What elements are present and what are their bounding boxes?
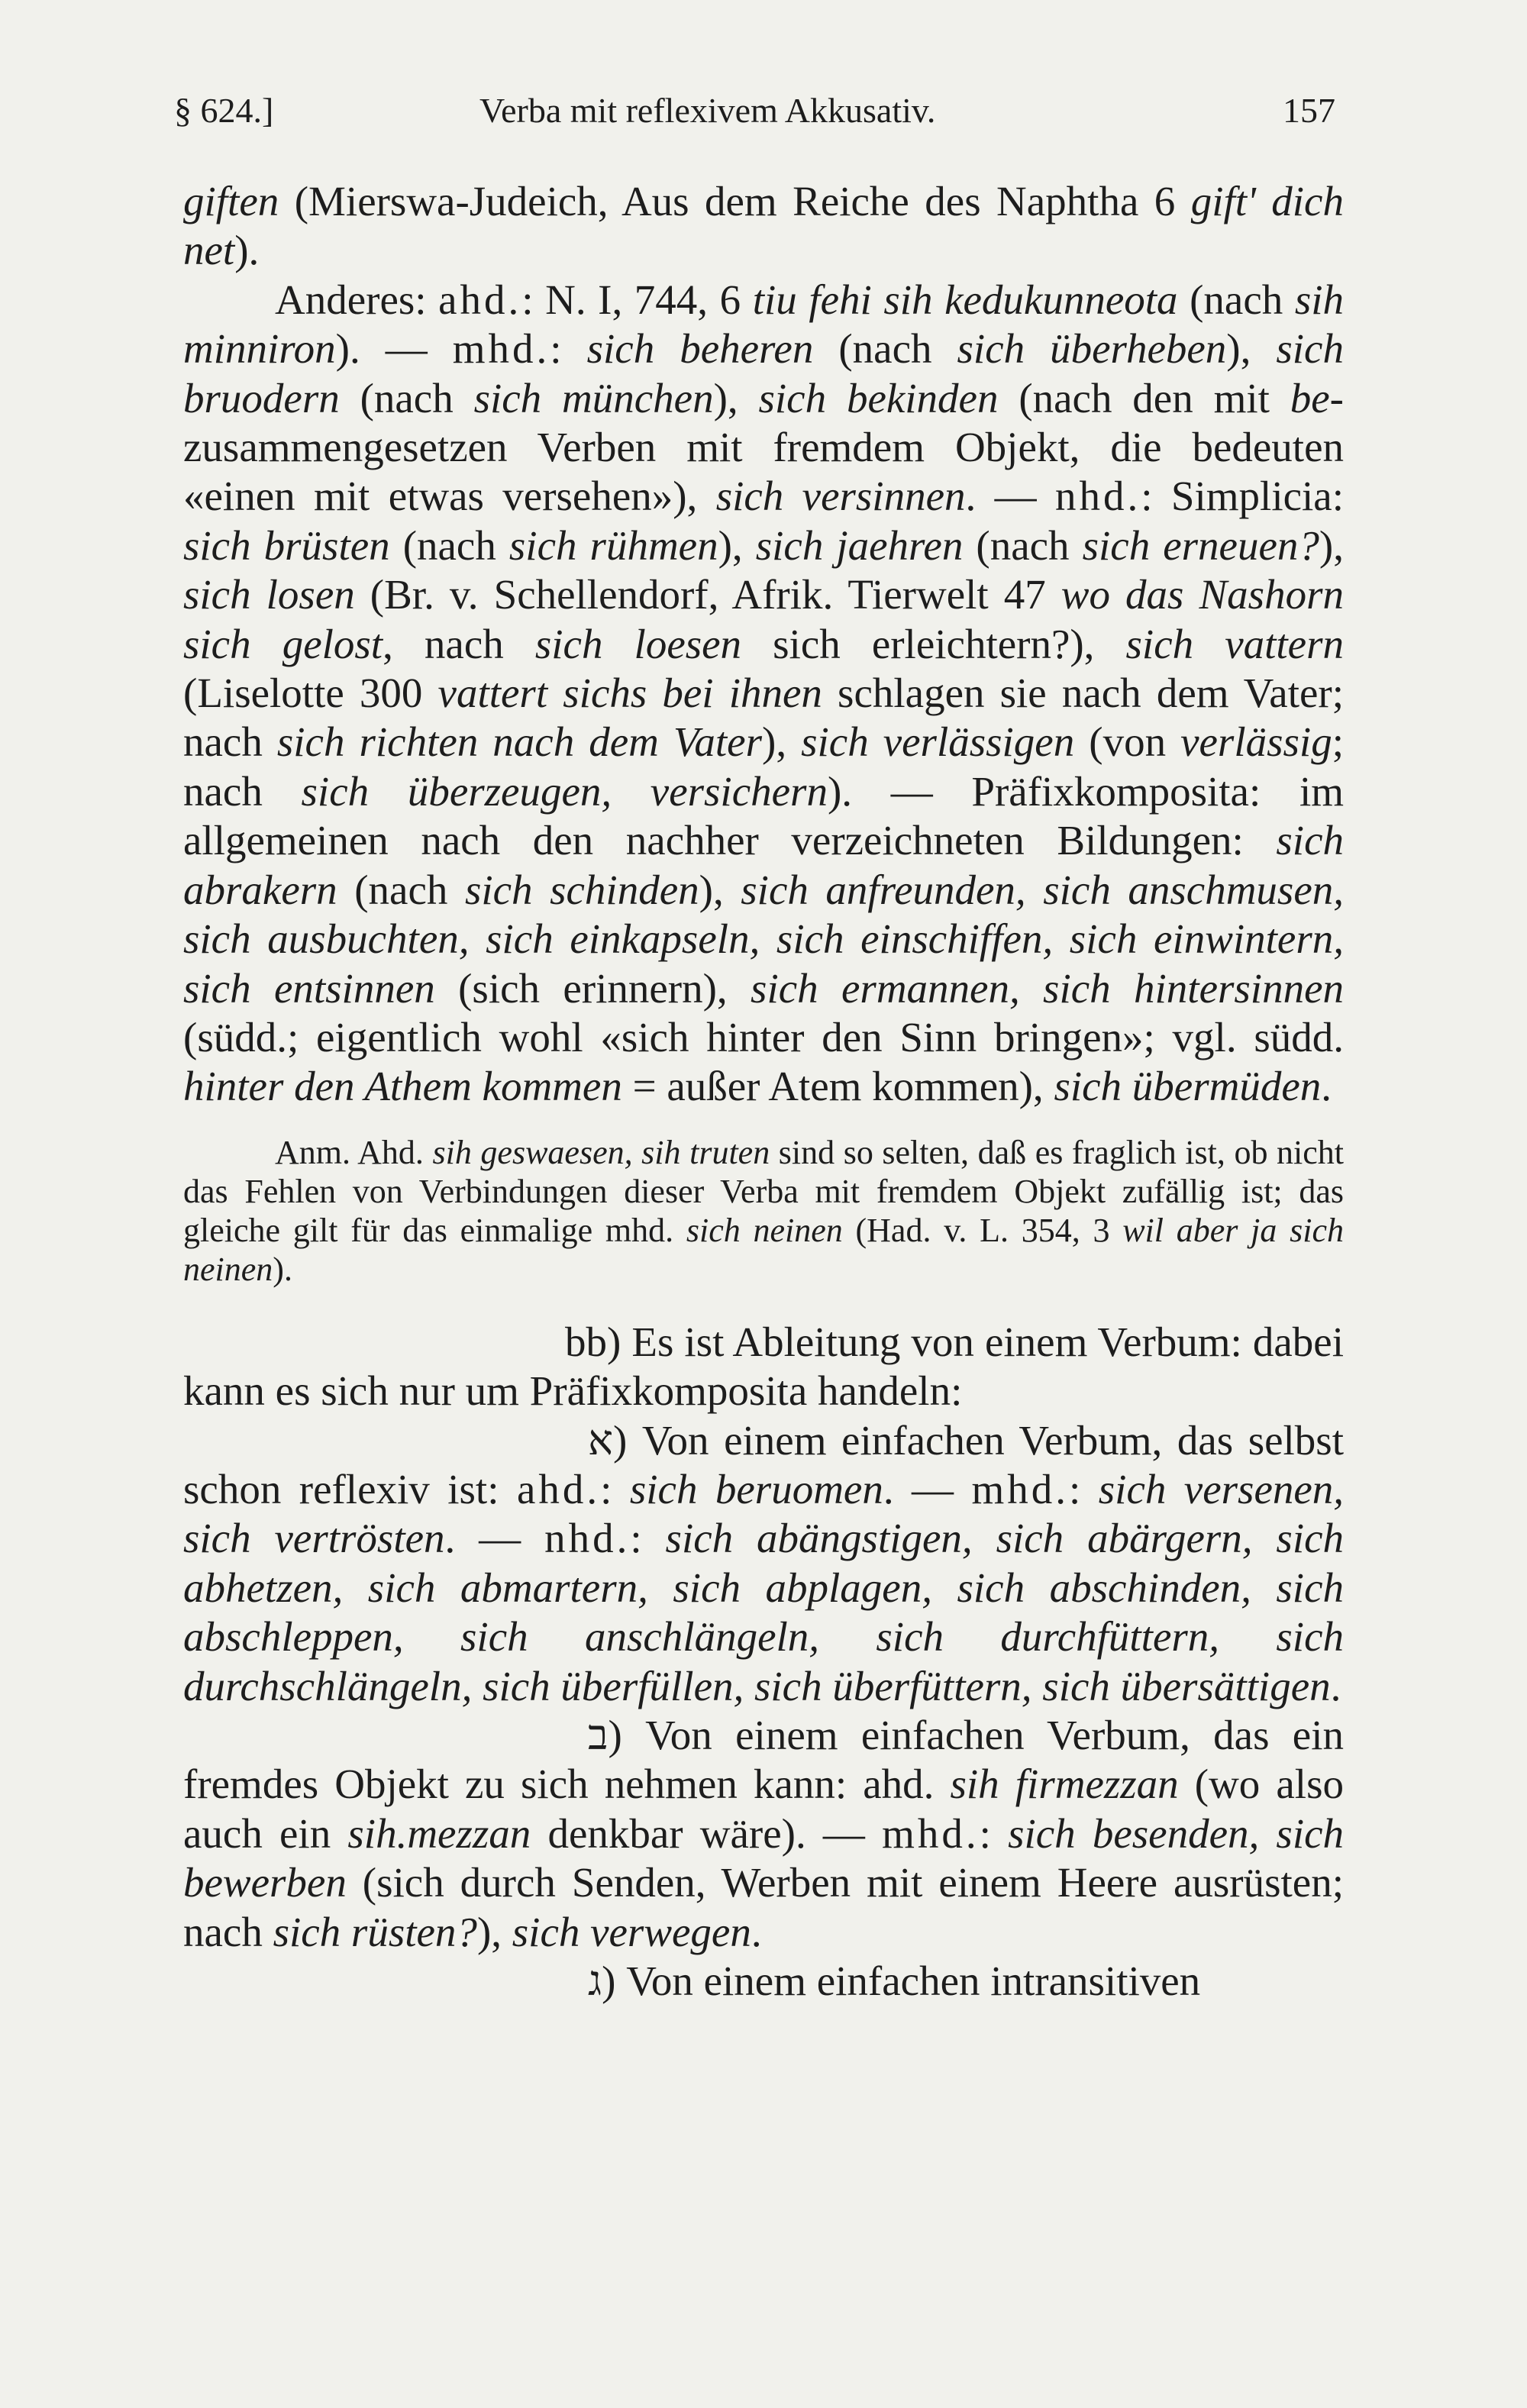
period-label: mhd. [971, 1465, 1070, 1512]
period-label: mhd. [882, 1809, 980, 1857]
example-quote: gift' dich net [183, 178, 1344, 274]
footnote-anmerkung: Anm. Ahd. sih geswaesen, sih truten sind so selten, daß es fraglich ist, ob nicht das Fehlen von Verbindungen dieser Verba mit fremdem Objekt zufällig ist; das gleiche gilt für das einmalige mhd. sich neinen (Had. v. L. 354, 3 wil aber ja sich neinen). [183, 1133, 1344, 1288]
section-reference: § 624.] [174, 91, 274, 130]
running-title: Verba mit reflexivem Akkusativ. [479, 91, 936, 130]
period-label: ahd. [438, 276, 522, 323]
paragraph-gimel: ג) Von einem einfachen intransitiven [588, 1958, 1201, 2004]
example-word: giften [183, 178, 279, 224]
page-number: 157 [1283, 91, 1335, 130]
body-text [183, 177, 1344, 2006]
paragraph-bb: bb) Es ist Ableitung von einem Verbum: dabei kann es sich nur um Präfixkomposita handeln: [183, 1318, 1344, 1415]
paragraph-bet: ב) Von einem einfachen Verbum, das ein fremdes Objekt zu sich nehmen kann: ahd. sih firmezzan (wo also auch ein sih.mezzan denkbar wäre). — mhd.: sich besenden, sich bewerben (sich durch Senden, Werben mit einem Heere ausrüsten; nach sich rüsten?), sich verwegen. [183, 1711, 1345, 1955]
period-label: nhd. [544, 1515, 631, 1562]
period-label: nhd. [1054, 473, 1141, 520]
paragraph-continuation: giften (Mierswa-Judeich, Aus dem Reiche des Naphtha 6 gift' dich net). [183, 178, 1344, 274]
period-label: mhd. [452, 325, 550, 373]
running-head [0, 90, 1527, 151]
paragraph-aleph: א) Von einem einfachen Verbum, das selbst schon reflexiv ist: ahd.: sich beruomen. — mhd.: sich versenen, sich vertrösten. — nhd.: sich abängstigen, sich abärgern, sich abhetzen, sich abmartern, sich abplagen, sich abschinden, sich abschleppen, sich anschlängeln, sich durchfüttern, sich durchschlängeln, sich überfüllen, sich überfüttern, sich übersättigen. [183, 1416, 1345, 1709]
paragraph-anderes: Anderes: ahd.: N. I, 744, 6 tiu fehi sih kedukunneota (nach sih minniron). — mhd.: sich beheren (nach sich überheben), sich bruodern (nach sich münchen), sich bekinden (nach den mit be- zusammengesetzen Verben mit fremdem Objekt, die bedeuten «einen mit etwas versehen»), sich versinnen. — nhd.: Simplicia: sich brüsten (nach sich rühmen), sich jaehren (nach sich erneuen?), sich losen (Br. v. Schellendorf, Afrik. Tierwelt 47 wo das Nashorn sich gelost, nach sich loesen sich erleichtern?), sich vattern (Liselotte 300 vattert sichs bei ihnen schlagen sie nach dem Vater; nach sich richten nach dem Vater), sich verlässigen (von verlässig; nach sich überzeugen, versichern). — Präfixkomposita: im allgemeinen nach den nachher verzeichneten Bildungen: sich abrakern (nach sich schinden), sich anfreunden, sich anschmusen, sich ausbuchten, sich einkapseln, sich einschiffen, sich einwintern, sich entsinnen (sich erinnern), sich ermannen, sich hintersinnen (südd.; eigentlich wohl «sich hinter den Sinn bringen»; vgl. südd. hinter den Athem kommen = außer Atem kommen), sich übermüden. [183, 276, 1345, 1110]
period-label: ahd. [516, 1465, 601, 1512]
